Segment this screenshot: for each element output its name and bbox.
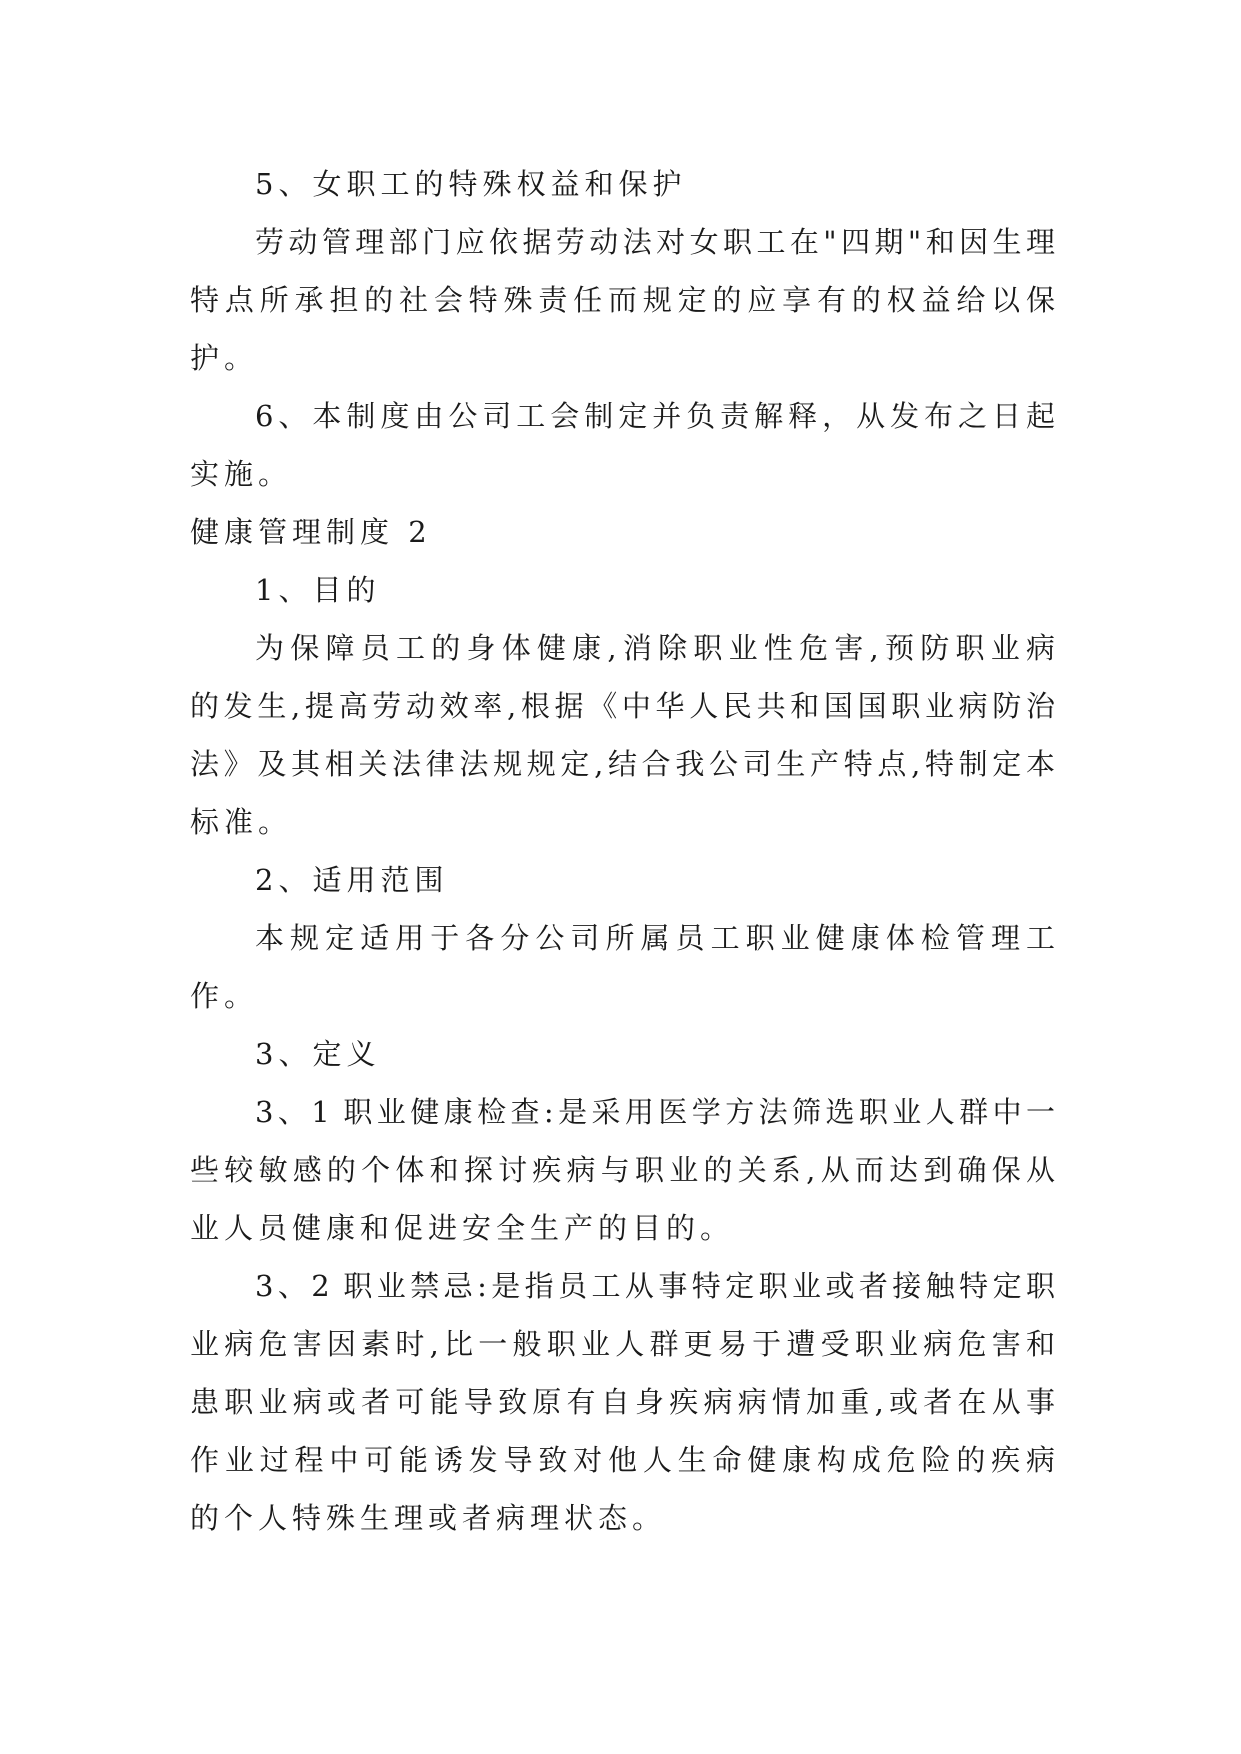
paragraph-line: 作。	[190, 979, 259, 1013]
paragraph-line: 劳动管理部门应依据劳动法对女职工在"四期"和因生理	[255, 225, 1055, 259]
section-heading-3: 3、定义	[255, 1037, 381, 1071]
paragraph-line: 些较敏感的个体和探讨疾病与职业的关系,从而达到确保从	[190, 1153, 1055, 1187]
paragraph-line: 3、2 职业禁忌:是指员工从事特定职业或者接触特定职	[255, 1269, 1055, 1303]
paragraph-line: 患职业病或者可能导致原有自身疾病病情加重,或者在从事	[190, 1385, 1055, 1419]
paragraph-line: 本规定适用于各分公司所属员工职业健康体检管理工	[255, 921, 1055, 955]
paragraph-line: 特点所承担的社会特殊责任而规定的应享有的权益给以保	[190, 283, 1055, 317]
paragraph-line: 标准。	[190, 805, 293, 839]
paragraph-line: 3、1 职业健康检查:是采用医学方法筛选职业人群中一	[255, 1095, 1055, 1129]
paragraph-line: 的发生,提高劳动效率,根据《中华人民共和国国职业病防治	[190, 689, 1055, 723]
paragraph-line: 业病危害因素时,比一般职业人群更易于遭受职业病危害和	[190, 1327, 1055, 1361]
section-heading-1: 1、目的	[255, 573, 381, 607]
document-title: 健康管理制度 2	[190, 515, 432, 549]
section-heading-6: 6、本制度由公司工会制定并负责解释，从发布之日起	[255, 399, 1055, 433]
paragraph-line: 法》及其相关法律法规规定,结合我公司生产特点,特制定本	[190, 747, 1055, 781]
paragraph-line: 为保障员工的身体健康,消除职业性危害,预防职业病	[255, 631, 1055, 665]
paragraph-line: 的个人特殊生理或者病理状态。	[190, 1501, 667, 1535]
paragraph-line: 护。	[190, 341, 259, 375]
paragraph-line: 实施。	[190, 457, 293, 491]
paragraph-line: 作业过程中可能诱发导致对他人生命健康构成危险的疾病	[190, 1443, 1055, 1477]
section-heading-5: 5、女职工的特殊权益和保护	[255, 167, 687, 201]
section-heading-2: 2、适用范围	[255, 863, 449, 897]
paragraph-line: 业人员健康和促进安全生产的目的。	[190, 1211, 735, 1245]
